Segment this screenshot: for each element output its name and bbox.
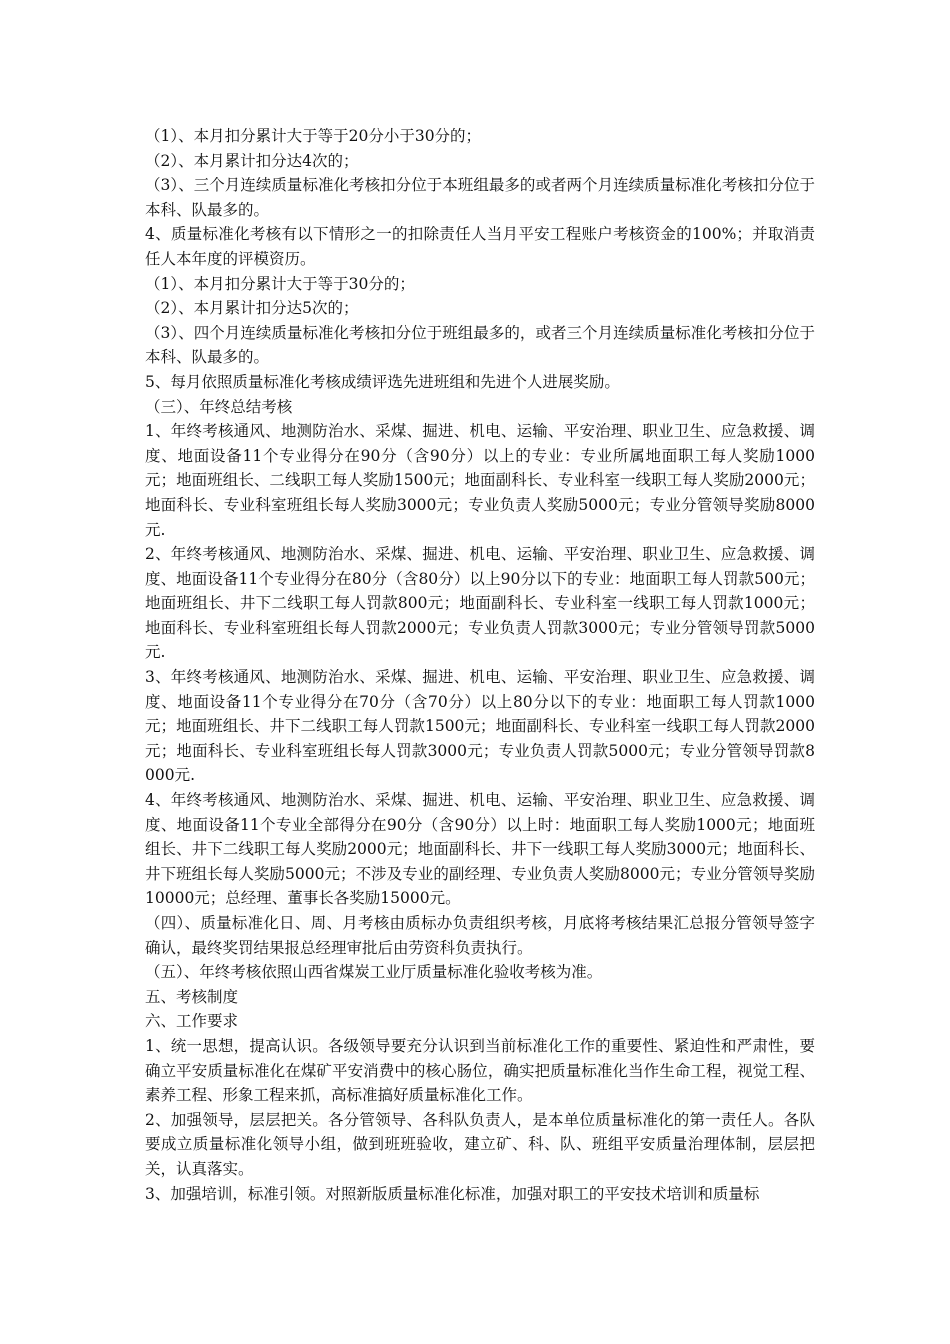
paragraph: （2）、本月累计扣分达5次的； xyxy=(145,299,359,318)
paragraph: 4、质量标准化考核有以下情形之一的扣除责任人当月平安工程账户考核资金的100%；并取消责任人本年度的评模资历。 xyxy=(145,225,815,268)
paragraph: （3）、三个月连续质量标准化考核扣分位于本班组最多的或者两个月连续质量标准化考核扣分位于本科、队最多的。 xyxy=(145,176,815,219)
section-heading: 六、工作要求 xyxy=(145,1012,239,1031)
paragraph: （3）、四个月连续质量标准化考核扣分位于班组最多的，或者三个月连续质量标准化考核扣分位于本科、队最多的。 xyxy=(145,323,815,367)
paragraph: 4、年终考核通风、地测防治水、采煤、掘进、机电、运输、平安治理、职业卫生、应急救援、调度、地面设备11个专业全部得分在90分（含90分）以上时：地面职工每人奖励1000元；地面班组长、井下二线职工每人奖励2000元；地面副科长、井下一线职工每人奖励3000元；地面科长、井下班组长每人奖励5000元；不涉及专业的副经理、专业负责人奖励8000元；专业分管领导奖励10000元；总经理、董事长各奖励15000元。 xyxy=(145,791,815,908)
paragraph: （四）、质量标准化日、周、月考核由质标办负责组织考核，月底将考核结果汇总报分管领导签字确认，最终奖罚结果报总经理审批后由劳资科负责执行。 xyxy=(145,914,815,957)
paragraph: 3、加强培训，标准引领。对照新版质量标准化标准，加强对职工的平安技术培训和质量标 xyxy=(145,1184,760,1203)
paragraph: 3、年终考核通风、地测防治水、采煤、掘进、机电、运输、平安治理、职业卫生、应急救援、调度、地面设备11个专业得分在70分（含70分）以上80分以下的专业：地面职工每人罚款1000元；地面班组长、井下二线职工每人罚款1500元；地面副科长、专业科室一线职工每人罚款2000元；地面科长、专业科室班组长每人罚款3000元；专业负责人罚款5000元；专业分管领导罚款8000元. xyxy=(145,668,815,785)
paragraph: （五）、年终考核依照山西省煤炭工业厅质量标准化验收考核为准。 xyxy=(145,963,603,982)
paragraph: 1、年终考核通风、地测防治水、采煤、掘进、机电、运输、平安治理、职业卫生、应急救援、调度、地面设备11个专业得分在90分（含90分）以上的专业：专业所属地面职工每人奖励1000元；地面班组长、二线职工每人奖励1500元；地面副科长、专业科室一线职工每人奖励2000元；地面科长、专业科室班组长每人奖励3000元；专业负责人奖励5000元；专业分管领导奖励8000元. xyxy=(145,422,815,539)
paragraph: 1、统一思想，提高认识。各级领导要充分认识到当前标准化工作的重要性、紧迫性和严肃性，要确立平安质量标准化在煤矿平安消费中的核心肠位，确实把质量标准化当作生命工程，视觉工程、素养工程、形象工程来抓，高标准搞好质量标准化工作。 xyxy=(145,1036,815,1105)
paragraph: （1）、本月扣分累计大于等于20分小于30分的； xyxy=(145,127,482,145)
paragraph: （2）、本月累计扣分达4次的； xyxy=(145,151,359,170)
section-heading: （三）、年终总结考核 xyxy=(145,397,293,416)
document-page xyxy=(145,124,815,1206)
paragraph: 2、加强领导，层层把关。各分管领导、各科队负责人，是本单位质量标准化的第一责任人。各队要成立质量标准化领导小组，做到班班验收，建立矿、科、队、班组平安质量治理体制，层层把关，认真落实。 xyxy=(145,1110,815,1178)
paragraph: 5、每月依照质量标准化考核成绩评选先进班组和先进个人进展奖励。 xyxy=(145,372,620,391)
paragraph: （1）、本月扣分累计大于等于30分的； xyxy=(145,274,415,293)
section-heading: 五、考核制度 xyxy=(145,987,239,1006)
paragraph: 2、年终考核通风、地测防治水、采煤、掘进、机电、运输、平安治理、职业卫生、应急救援、调度、地面设备11个专业得分在80分（含80分）以上90分以下的专业：地面职工每人罚款500元；地面班组长、井下二线职工每人罚款800元；地面副科长、专业科室一线职工每人罚款1000元；地面科长、专业科室班组长每人罚款2000元；专业负责人罚款3000元；专业分管领导罚款5000元. xyxy=(145,545,815,662)
